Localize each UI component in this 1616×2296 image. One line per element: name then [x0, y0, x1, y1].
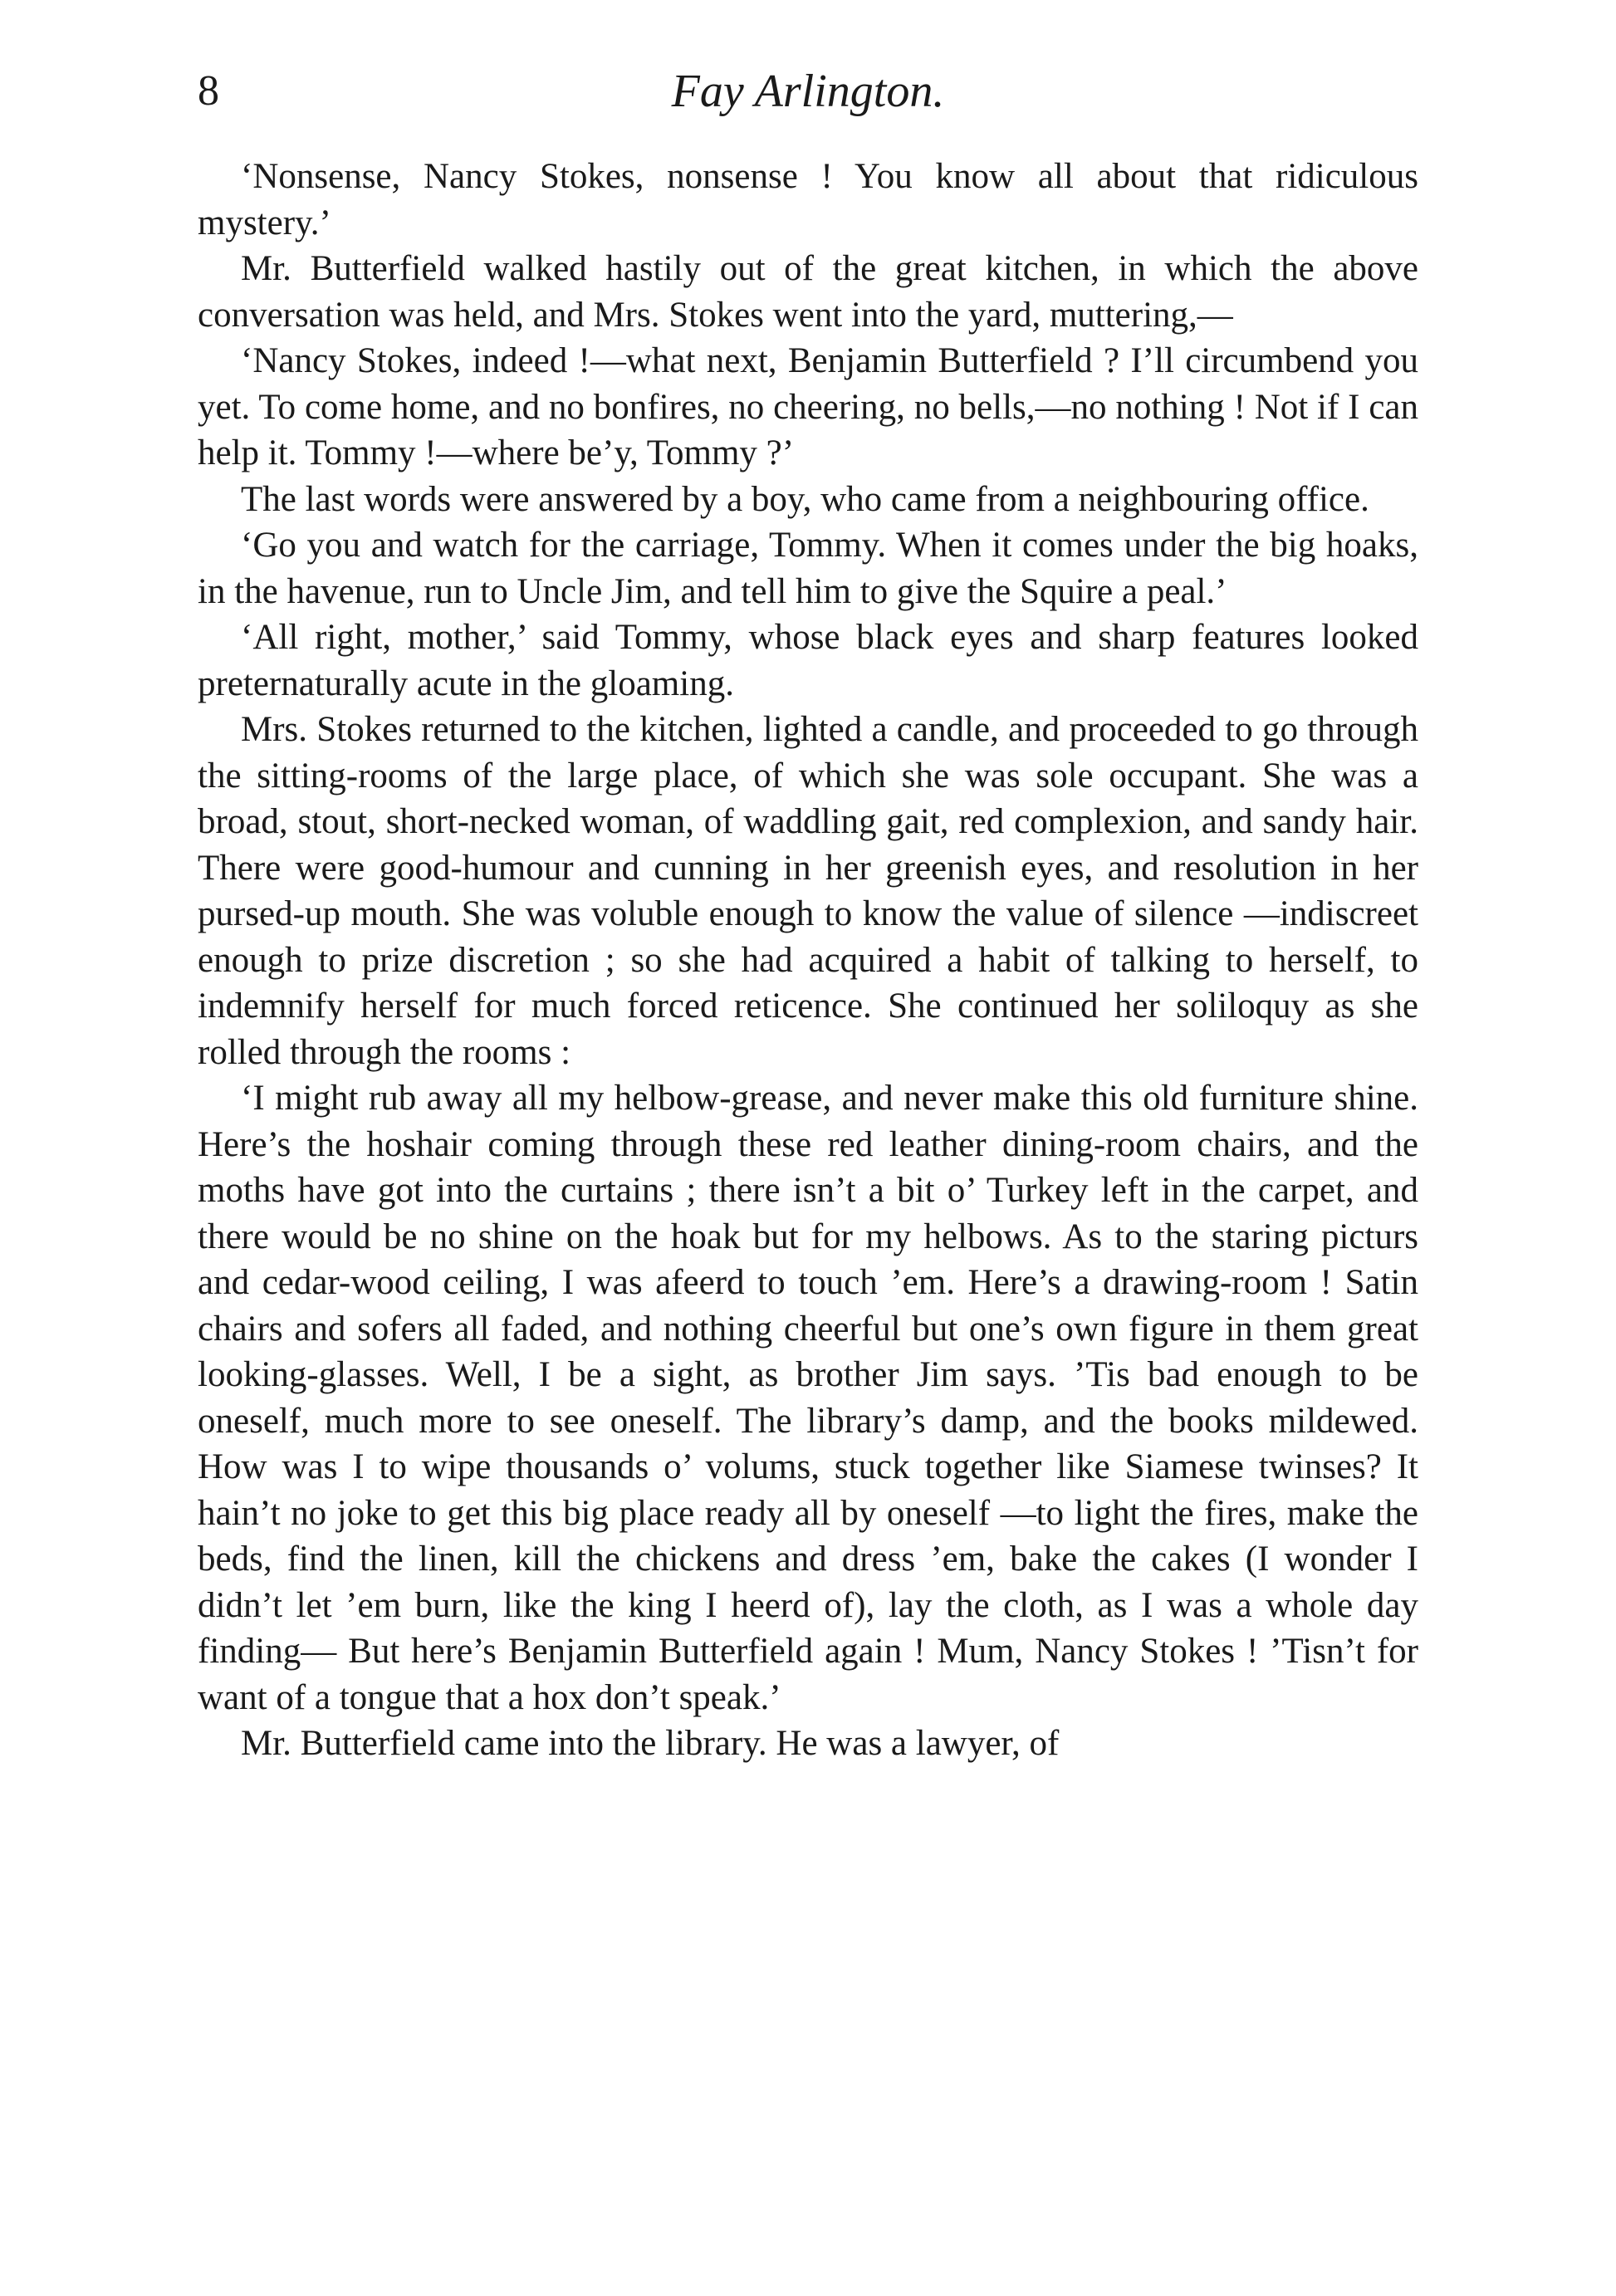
paragraph: Mrs. Stokes returned to the kitchen, lighted a candle, and proceeded to go through the sitting-rooms of the large place, of which she was sole occupant. She was a broad, stout, short-necked woman, of waddling gait, red complexion, and sandy hair. There were good-humour and cunning in her greenish eyes, and resolution in her pursed-up mouth. She was voluble enough to know the value of silence —indiscreet enough to prize discretion ; so she had acquired a habit of talking to herself, to indemnify herself for much forced reticence. She continued her soliloquy as she rolled through the rooms :: [198, 710, 1418, 1072]
paragraph: Mr. Butterfield walked hastily out of the great kitchen, in which the above conversation was held, and Mrs. Stokes went into the yard, muttering,—: [198, 249, 1418, 335]
page-number: 8: [198, 67, 219, 115]
running-title: Fay Arlington.: [671, 66, 945, 117]
paragraph: ‘Nancy Stokes, indeed !—what next, Benjamin Butterfield ? I’ll circumbend you yet. To come home, and no bonfires, no cheering, no bells,—no nothing ! Not if I can help it. Tommy !—where be’y, Tommy ?’: [198, 341, 1418, 472]
body-text: [198, 154, 1418, 1767]
running-head: [198, 58, 1418, 125]
paragraph: The last words were answered by a boy, who came from a neighbouring office.: [241, 479, 1369, 519]
paragraph: ‘All right, mother,’ said Tommy, whose black eyes and sharp features looked preternaturally acute in the gloaming.: [198, 618, 1418, 703]
paragraph: ‘I might rub away all my helbow-grease, and never make this old furniture shine. Here’s the hoshair coming through these red leather dining-room chairs, and the moths have got into the curtains ; there isn’t a bit o’ Turkey left in the carpet, and there would be no shine on the hoak but for my helbows. As to the staring picturs and cedar-wood ceiling, I was afeerd to touch ’em. Here’s a drawing-room ! Satin chairs and sofers all faded, and nothing cheerful but one’s own figure in them great looking-glasses. Well, I be a sight, as brother Jim says. ’Tis bad enough to be oneself, much more to see oneself. The library’s damp, and the books mildewed. How was I to wipe thousands o’ volums, stuck together like Siamese twinses? It hain’t no joke to get this big place ready all by oneself —to light the fires, make the beds, find the linen, kill the chickens and dress ’em, bake the cakes (I wonder I didn’t let ’em burn, like the king I heerd of), lay the cloth, as I was a whole day finding— But here’s Benjamin Butterfield again ! Mum, Nancy Stokes ! ’Tisn’t for want of a tongue that a hox don’t speak.’: [198, 1079, 1418, 1717]
paragraph: Mr. Butterfield came into the library. He was a lawyer, of: [241, 1724, 1060, 1763]
paragraph: ‘Go you and watch for the carriage, Tommy. When it comes under the big hoaks, in the havenue, run to Uncle Jim, and tell him to give the Squire a peal.’: [198, 526, 1418, 611]
paragraph: ‘Nonsense, Nancy Stokes, nonsense ! You know all about that ridiculous mystery.’: [198, 157, 1418, 242]
